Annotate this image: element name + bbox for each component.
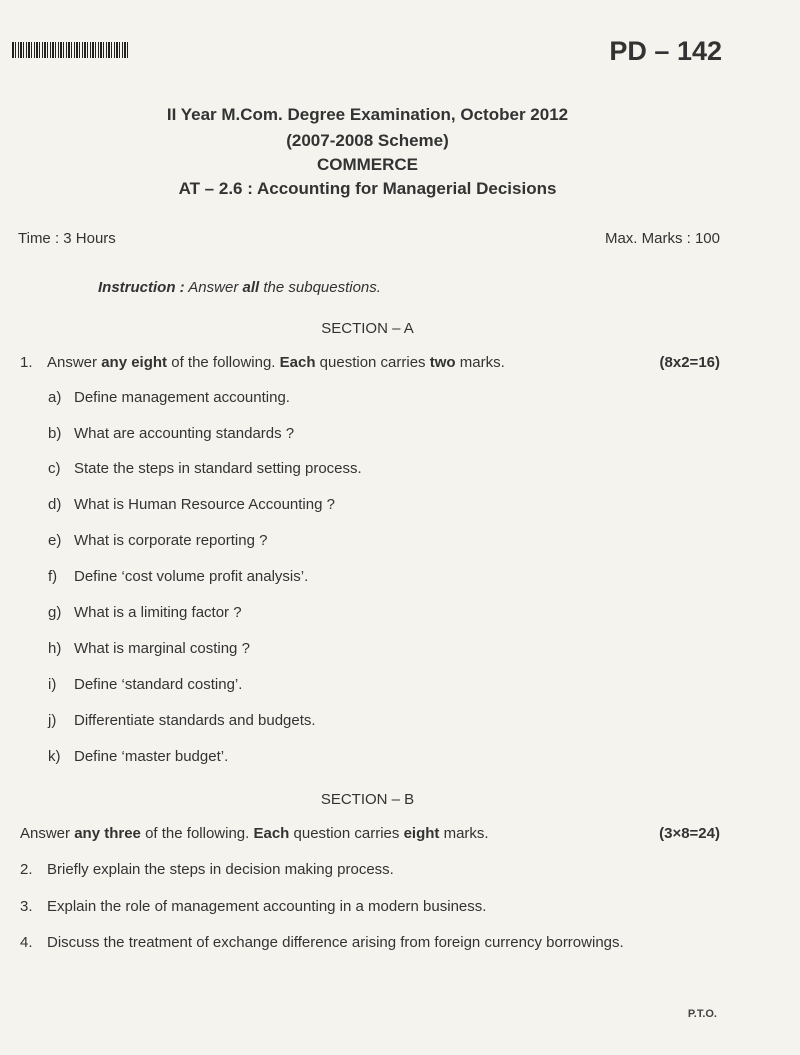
- time-allowed: Time : 3 Hours: [18, 230, 116, 247]
- item-text: What is corporate reporting ?: [74, 532, 268, 549]
- list-item: [48, 460, 362, 477]
- question-text: Briefly explain the steps in decision making process.: [47, 861, 394, 878]
- section-b-instruction: [20, 825, 489, 842]
- list-item: [48, 712, 316, 729]
- q1-text-3: of the following.: [171, 354, 276, 371]
- section-a-title: SECTION – A: [321, 320, 414, 337]
- question-text: Explain the role of management accounting in a modern business.: [47, 898, 487, 915]
- item-label: a): [48, 389, 62, 406]
- item-text: What is Human Resource Accounting ?: [74, 496, 335, 513]
- item-text: Differentiate standards and budgets.: [74, 712, 316, 729]
- list-item: [48, 568, 308, 585]
- list-item: [48, 676, 242, 693]
- list-item: [48, 640, 250, 657]
- sb-text-4: Each: [253, 825, 290, 842]
- instruction-label: Instruction :: [98, 279, 185, 296]
- list-item: [48, 389, 290, 406]
- item-text: What is marginal costing ?: [74, 640, 250, 657]
- sb-text-5: question carries: [293, 825, 400, 842]
- sb-text-6: eight: [403, 825, 440, 842]
- item-text: Define ‘master budget’.: [74, 748, 229, 765]
- question-number: 3.: [20, 898, 33, 915]
- list-item: [48, 604, 242, 621]
- exam-subject: COMMERCE: [316, 155, 419, 174]
- exam-title: II Year M.Com. Degree Examination, October 2012: [166, 105, 569, 124]
- item-text: Define ‘cost volume profit analysis’.: [74, 568, 309, 585]
- question-3: [20, 895, 720, 919]
- list-item: [48, 425, 294, 442]
- item-label: h): [48, 640, 62, 657]
- paper-code: PD – 142: [609, 36, 722, 66]
- item-label: c): [48, 460, 61, 477]
- pto-label: P.T.O.: [687, 1008, 717, 1020]
- instruction-bold: all: [242, 279, 260, 296]
- question-1: [20, 354, 505, 371]
- question-4: [20, 931, 720, 955]
- exam-scheme: (2007-2008 Scheme): [286, 131, 449, 150]
- item-label: d): [48, 496, 62, 513]
- list-item: [48, 496, 335, 513]
- item-label: b): [48, 425, 62, 442]
- q1-text-5: question carries: [319, 354, 426, 371]
- item-label: e): [48, 532, 62, 549]
- instruction-post: the subquestions.: [263, 279, 381, 296]
- sb-text-1: Answer: [20, 825, 71, 842]
- sb-text-2: any three: [74, 825, 141, 842]
- q1-text-6: two: [429, 354, 456, 371]
- q1-text-1: Answer: [47, 354, 98, 371]
- question-1-number: 1.: [20, 354, 33, 371]
- section-a-marks: (8x2=16): [659, 354, 720, 371]
- question-2: [20, 858, 720, 882]
- question-text: Discuss the treatment of exchange difference arising from foreign currency borrowings.: [47, 934, 624, 951]
- q1-text-4: Each: [279, 354, 316, 371]
- sb-text-3: of the following.: [145, 825, 250, 842]
- section-b-marks: (3×8=24): [659, 825, 720, 842]
- item-text: What is a limiting factor ?: [74, 604, 242, 621]
- q1-text-7: marks.: [459, 354, 505, 371]
- item-label: i): [48, 676, 57, 693]
- item-text: What are accounting standards ?: [74, 425, 295, 442]
- max-marks: Max. Marks : 100: [604, 230, 720, 247]
- instruction: [98, 279, 381, 296]
- exam-paper: AT – 2.6 : Accounting for Managerial Decisions: [178, 179, 557, 198]
- barcode: [12, 42, 128, 58]
- section-b-title: SECTION – B: [320, 791, 415, 808]
- question-number: 2.: [20, 861, 33, 878]
- q1-text-2: any eight: [101, 354, 168, 371]
- list-item: [48, 532, 267, 549]
- sb-text-7: marks.: [443, 825, 489, 842]
- item-text: State the steps in standard setting process.: [74, 460, 362, 477]
- item-text: Define ‘standard costing’.: [74, 676, 243, 693]
- question-number: 4.: [20, 934, 33, 951]
- list-item: [48, 748, 228, 765]
- instruction-pre: Answer: [188, 279, 239, 296]
- item-label: j): [48, 712, 57, 729]
- item-label: k): [48, 748, 61, 765]
- item-label: g): [48, 604, 62, 621]
- item-text: Define management accounting.: [74, 389, 290, 406]
- item-label: f): [48, 568, 58, 585]
